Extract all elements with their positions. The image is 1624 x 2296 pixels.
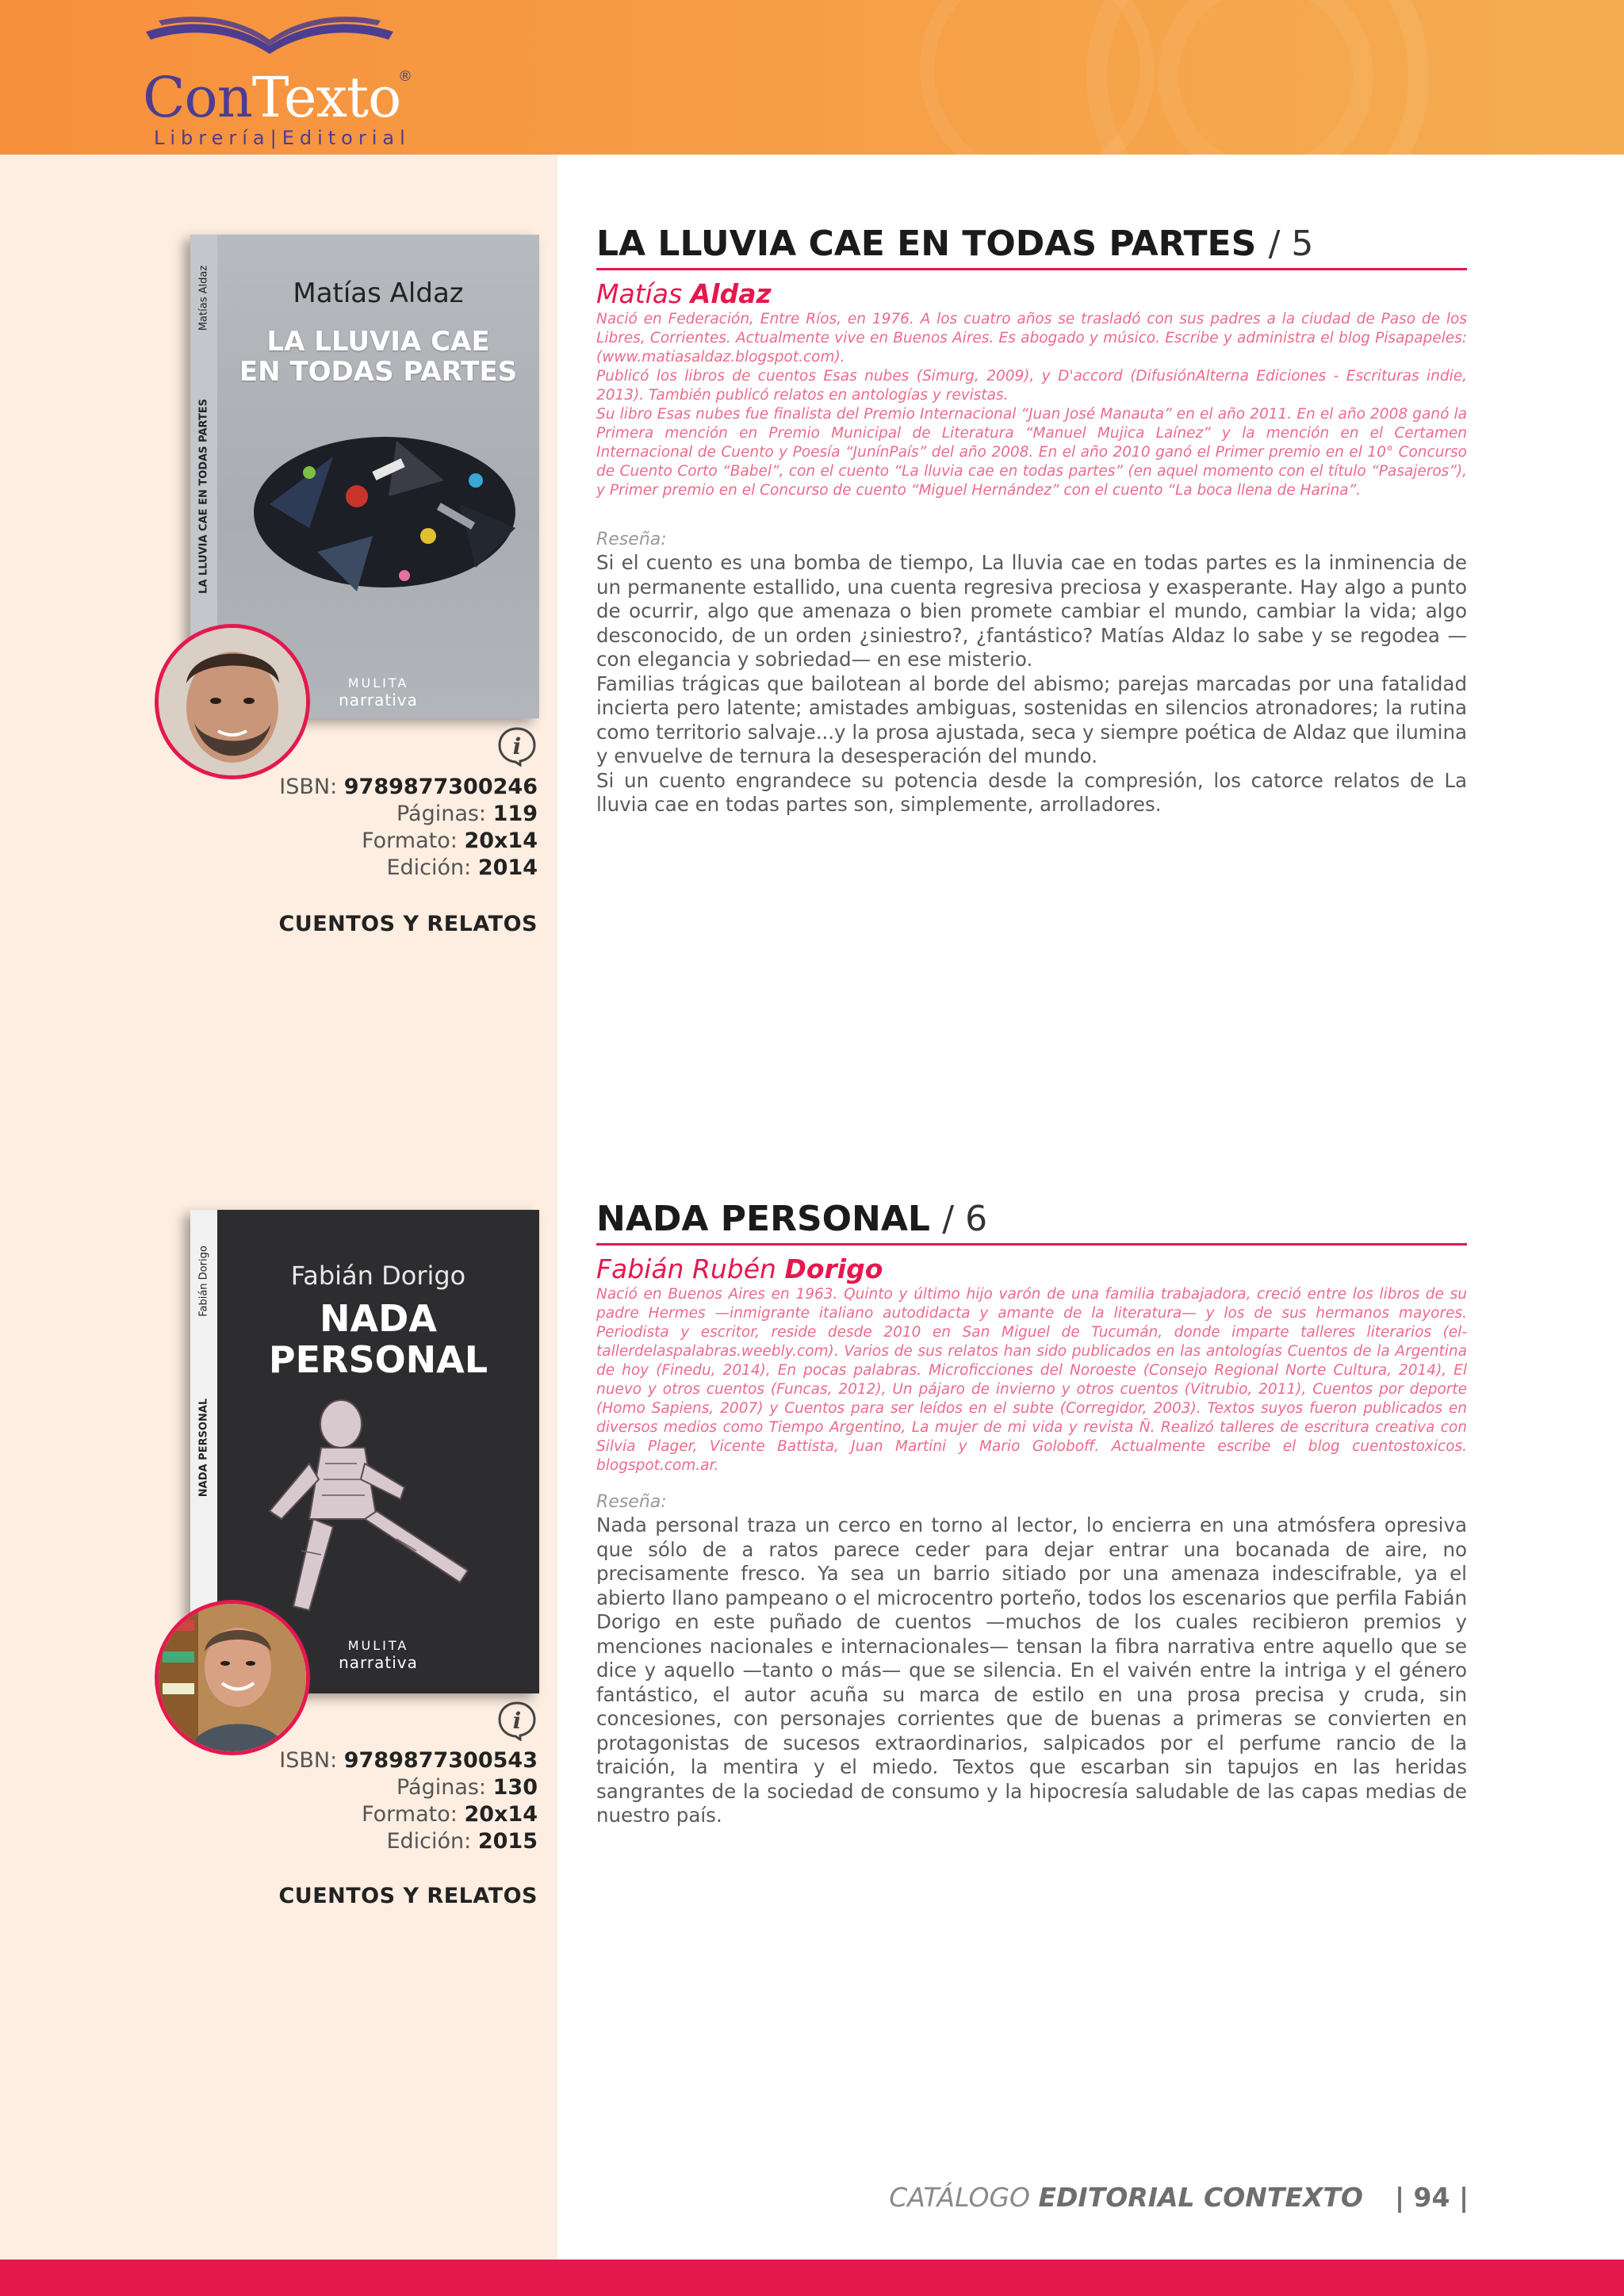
footer-caption: CATÁLOGO EDITORIAL CONTEXTO | 94 | bbox=[889, 2182, 1469, 2213]
author-name: Fabián Rubén Dorigo bbox=[596, 1253, 883, 1284]
author-name: Matías Aldaz bbox=[596, 278, 772, 309]
svg-text:i: i bbox=[512, 733, 522, 760]
book-metadata: ISBN: 9789877300246 Páginas: 119 Formato: 20x14 Edición: 2014 bbox=[279, 775, 538, 880]
cover-publisher: MULITA narrativa bbox=[339, 675, 418, 710]
info-icon[interactable] bbox=[496, 1700, 538, 1741]
author-bio: Nació en Buenos Aires en 1963. Quinto y último hijo varón de una familia trabajadora, creció entre los libros de su padre Hermes —inmigrante italiano autodidacta y amante de la literatura— y los de sus hermanos mayores. Periodista y escritor, reside desde 2010 en San Miguel de Tucumán, donde imparte talleres literarios (el- tallerdelaspalabras.weebly.com). Varios de sus relatos han sido publicados en las antologías Cuentos de la Argentina de hoy (Finedu, 2014), En pocas palabras. Microficciones del Noroeste (Consejo Regional Norte Cultura, 2014), El nuevo y otros cuentos (Funcas, 2012), Un pájaro de invierno y otros cuentos (Vitrubio, 2011), Cuentos por deporte (Homo Sapiens, 2007) y Cuentos para ser leídos en el subte (Corregidor, 2003). Textos suyos fueron publicados en diversos medios como Tiempo Argentino, La mujer de mi vida y revista Ñ. Realizó talleres de escritura creativa con Silvia Plager, Vicente Battista, Juan Martini y Mario Goloboff. Actualmente escribe el blog cuentostoxicos. blogspot.com.ar. bbox=[596, 1286, 1467, 1474]
genre-label: CUENTOS Y RELATOS bbox=[278, 912, 538, 936]
book-title: NADA PERSONAL / 6 bbox=[596, 1197, 1467, 1246]
brand-wordmark: ConTexto bbox=[143, 65, 401, 130]
cover-title: NADA PERSONAL bbox=[268, 1297, 488, 1381]
book-review: Si el cuento es una bomba de tiempo, La lluvia cae en todas partes es la inminencia de un permanente estallido, una cuenta regresiva preciosa y exasperante. Hay algo a punto de ocurrir, algo que amenaza o bien promete cambiar el mundo, cambiar la vida; algo desconocido, de un orden ¿siniestro?, ¿fantástico? Matías Aldaz lo sabe y se regodea —con elegancia y sobriedad— en ese misterio. Familias trágicas que bailotean al borde del abismo; parejas marcadas por una fatalidad incierta pero latente; amistades ambiguas, sostenidas en silencios atronadores; la rutina como territorio salvaje...y la prosa ajustada, seca y siempre poética de Aldaz que ilumina y envuelve de ternura la desesperación del mundo. Si un cuento engrandece su potencia desde la compresión, los catorce relatos de La lluvia cae en todas partes son, simplemente, arrolladores. bbox=[596, 551, 1467, 816]
book-review: Nada personal traza un cerco en torno al lector, lo encierra en una atmósfera opresiva que sólo de a ratos parece ceder para dejar entrar una bocanada de aire, no precisamente fresco. Ya sea un barrio sitiado por una amenaza indescifrable, ya el abierto llano pampeano o el microcentro porteño, todos los escenarios que perfila Fabián Dorigo en este puñado de cuentos —muchos de los cuales recibieron premios y menciones nacionales e internacionales— tensan la fibra narrativa entre aquello que se dice y aquello —tanto o más— que se silencia. En el vaivén entre la intriga y el género fantástico, el autor acuña su marca de estilo en una prosa precisa y cruda, sin concesiones, con personajes corrientes que de buenas a primeras se convierten en protagonistas de sucesos extraordinarios, salpicados por el perfume rancio de la traición, la mentira y el miedo. Textos que escarban sin tapujos en las heridas sangrantes de la sociedad de consumo y la hipocresía saludable de las capas medias de nuestro país. bbox=[596, 1513, 1467, 1827]
review-label: Reseña: bbox=[596, 1492, 667, 1512]
review-label: Reseña: bbox=[596, 530, 667, 549]
author-bio: Nació en Federación, Entre Ríos, en 1976. A los cuatro años se trasladó con sus padres a la ciudad de Paso de los Libres, Corrientes. Actualmente vive en Buenos Aires. Es abogado y músico. Escribe y administra el blog Pisapapeles: (www.matiasaldaz.blogspot.com). Publicó los libros de cuentos Esas nubes (Simurg, 2009), y D'accord (DifusiónAlterna Ediciones - Escrituras indie, 2013). También publicó relatos en antologías y revistas. Su libro Esas nubes fue finalista del Premio Internacional “Juan José Manauta” en el año 2011. En el año 2008 ganó la Primera mención en Premio Municipal de Literatura “Manuel Mujica Laínez” y la mención en el Certamen Internacional de Cuento y Poesía “JunínPaís” del año 2008. En el año 2010 ganó el Primer premio en el 10° Concurso de Cuento Corto “Babel”, con el cuento “La lluvia cae en todas partes” (en aquel momento con el título “Pasajeros”), y Primer premio en el Concurso de cuento “Miguel Hernández” con el cuento “La boca llena de Harina”. bbox=[596, 311, 1467, 499]
author-photo[interactable] bbox=[155, 624, 310, 779]
cover-illustration bbox=[246, 1392, 515, 1630]
book-title: LA LLUVIA CAE EN TODAS PARTES / 5 bbox=[596, 222, 1467, 270]
registered-mark: ® bbox=[398, 68, 412, 85]
book-spine: Matías Aldaz LA LLUVIA CAE EN TODAS PARTES bbox=[190, 235, 217, 718]
page-number: | 94 | bbox=[1394, 2182, 1469, 2213]
book-details bbox=[596, 1197, 1467, 1828]
svg-text:i: i bbox=[512, 1708, 522, 1734]
cover-author: Fabián Dorigo bbox=[290, 1261, 466, 1291]
author-photo[interactable] bbox=[155, 1600, 310, 1755]
footer-bar bbox=[0, 2260, 1624, 2296]
book-metadata: ISBN: 9789877300543 Páginas: 130 Formato: 20x14 Edición: 2015 bbox=[279, 1748, 538, 1854]
cover-title: LA LLUVIA CAE EN TODAS PARTES bbox=[239, 326, 518, 388]
info-icon[interactable] bbox=[496, 725, 538, 767]
cover-author: Matías Aldaz bbox=[293, 277, 464, 309]
cover-illustration bbox=[238, 409, 531, 615]
book-details bbox=[596, 222, 1467, 817]
brand-tagline: Librería|Editorial bbox=[154, 127, 411, 149]
book-spine: Fabián Dorigo NADA PERSONAL bbox=[190, 1210, 217, 1693]
cover-publisher: MULITA narrativa bbox=[339, 1638, 418, 1672]
book-entry-1 bbox=[0, 0, 1624, 936]
book-entry-2 bbox=[0, 974, 1624, 1908]
genre-label: CUENTOS Y RELATOS bbox=[278, 1884, 538, 1908]
author-portrait bbox=[159, 1604, 306, 1751]
author-portrait bbox=[159, 628, 306, 775]
